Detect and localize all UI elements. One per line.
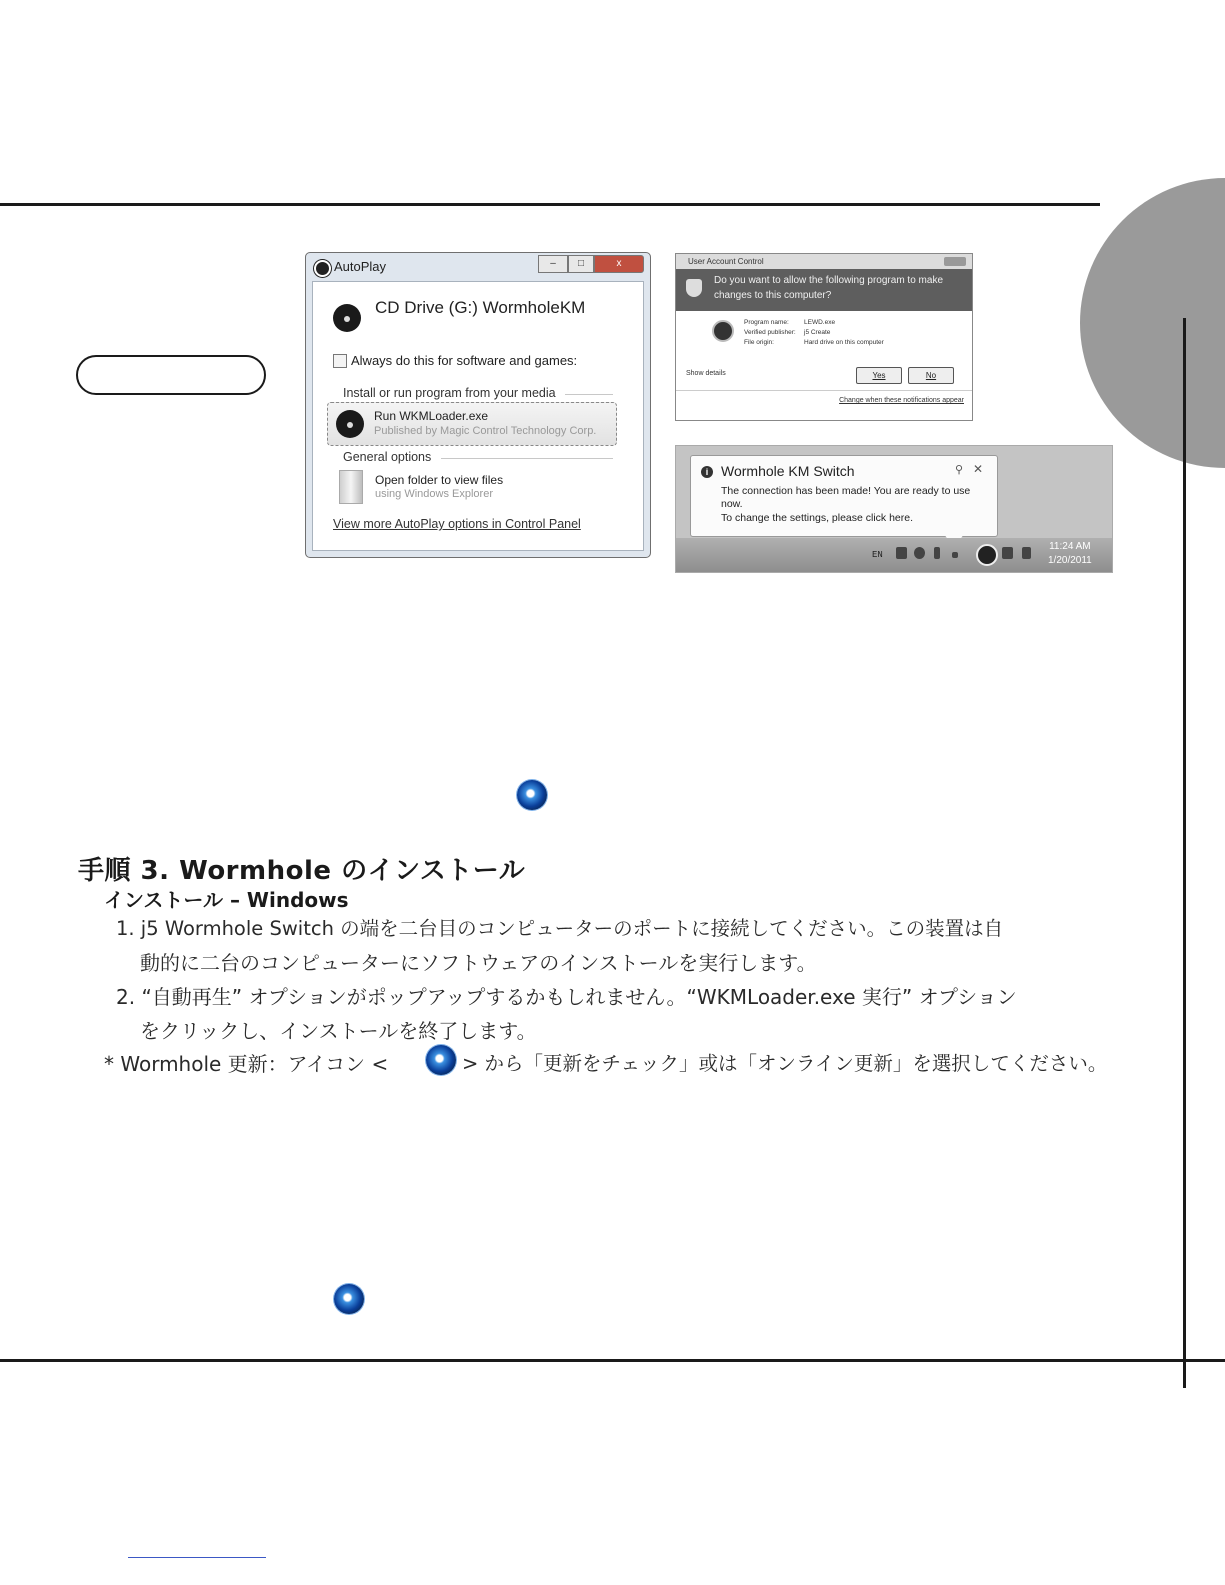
tray-power-icon[interactable] (1002, 547, 1013, 559)
label-pill (76, 355, 266, 395)
uac-divider (676, 390, 972, 391)
notification-screenshot (675, 445, 1113, 573)
program-name-label: Program name: (744, 319, 789, 326)
yes-button[interactable]: Yes (856, 367, 902, 384)
uac-close-button[interactable] (944, 257, 966, 266)
page-tab-marker (1080, 178, 1225, 468)
clock-time: 11:24 AM (1049, 541, 1091, 552)
show-details-toggle[interactable]: Show details (686, 370, 726, 377)
minimize-button[interactable]: – (538, 255, 568, 273)
always-label: Always do this for software and games: (351, 353, 578, 368)
update-note-suffix: > から「更新をチェック」或は「オンライン更新」を選択してください。 (462, 1052, 1108, 1075)
run-option-publisher: Published by Magic Control Technology Corp. (374, 425, 597, 437)
step-2-line-1: 2. “自動再生” オプションがポップアップするかもしれません。“WKMLoader.exe 実行” オプション (116, 985, 1017, 1009)
uac-title: User Account Control (676, 254, 972, 269)
tray-show-hidden-icon[interactable] (952, 552, 958, 558)
autoplay-logo-icon (314, 260, 331, 277)
wormhole-icon (334, 1284, 364, 1314)
step-1-line-1: 1. j5 Wormhole Switch の端を二台目のコンピューターのポートに接続してください。この装置は自 (116, 917, 1004, 940)
right-rule (1183, 318, 1186, 1388)
wormhole-icon (517, 780, 547, 810)
notification-title: Wormhole KM Switch (721, 463, 855, 479)
cd-disc-icon (333, 304, 361, 332)
section-divider (565, 394, 613, 395)
uac-question-band (676, 269, 972, 311)
folder-icon (339, 470, 363, 504)
install-section-label: Install or run program from your media (343, 386, 556, 400)
program-name-value: LEWD.exe (804, 319, 836, 326)
tray-help-icon[interactable] (914, 547, 925, 559)
notification-balloon[interactable] (690, 455, 998, 537)
close-icon[interactable]: ✕ (973, 462, 984, 476)
autoplay-dialog (305, 252, 651, 558)
notification-line-1: The connection has been made! You are ready to use (721, 485, 971, 497)
run-wkmloader-option[interactable] (327, 402, 617, 446)
clock-date: 1/20/2011 (1048, 555, 1092, 566)
open-folder-option[interactable]: Open folder to view files (375, 473, 504, 487)
run-option-title: Run WKMLoader.exe (374, 409, 489, 423)
step-1-line-2: 動的に二台のコンピューターにソフトウェアのインストールを実行します。 (140, 951, 817, 975)
update-note-prefix: * Wormhole 更新：アイコン < (104, 1052, 389, 1076)
always-checkbox[interactable] (333, 354, 347, 368)
run-disc-icon (336, 410, 364, 438)
section-divider (441, 458, 613, 459)
general-section-label: General options (343, 450, 432, 464)
language-indicator[interactable]: EN (872, 550, 883, 560)
uac-dialog (675, 253, 973, 421)
publisher-value: j5 Create (804, 329, 831, 336)
tray-volume-icon[interactable] (1022, 547, 1031, 559)
notification-line-2: now. (721, 498, 743, 510)
change-notifications-link[interactable]: Change when these notifications appear (839, 397, 964, 404)
section-subheading: インストール – Windows (104, 888, 349, 912)
bottom-rule (0, 1359, 1225, 1362)
step-2-line-2: をクリックし、インストールを終了します。 (140, 1019, 537, 1043)
origin-label: File origin: (744, 339, 774, 346)
drive-label: CD Drive (G:) WormholeKM (375, 298, 586, 317)
open-folder-sub: using Windows Explorer (375, 488, 493, 500)
top-rule (0, 203, 1100, 206)
maximize-button[interactable]: □ (568, 255, 594, 273)
uac-question-line-2: changes to this computer? (714, 290, 832, 301)
tray-keyboard-icon[interactable] (896, 547, 907, 559)
info-icon: i (701, 466, 713, 478)
program-icon (712, 320, 734, 342)
no-button[interactable]: No (908, 367, 954, 384)
close-button[interactable]: x (594, 255, 644, 273)
shield-icon (686, 279, 702, 297)
wormhole-tray-icon[interactable] (976, 544, 998, 566)
window-controls (538, 255, 644, 273)
system-tray (676, 538, 1112, 572)
section-heading: 手順 3. Wormhole のインストール (78, 856, 526, 886)
autoplay-title: AutoPlay (334, 259, 387, 274)
tray-clock[interactable] (1048, 540, 1092, 568)
origin-value: Hard drive on this computer (804, 339, 884, 346)
publisher-label: Verified publisher: (744, 329, 796, 336)
wormhole-inline-icon (426, 1045, 456, 1075)
footer-underline (128, 1557, 266, 1558)
autoplay-body (312, 281, 644, 551)
uac-question-line-1: Do you want to allow the following program to make (714, 275, 944, 286)
pin-icon[interactable]: ⚲ (955, 464, 964, 476)
more-autoplay-link[interactable]: View more AutoPlay options in Control Panel (333, 517, 581, 531)
notification-line-3: To change the settings, please click here. (721, 512, 914, 524)
tray-network-icon[interactable] (934, 547, 940, 559)
